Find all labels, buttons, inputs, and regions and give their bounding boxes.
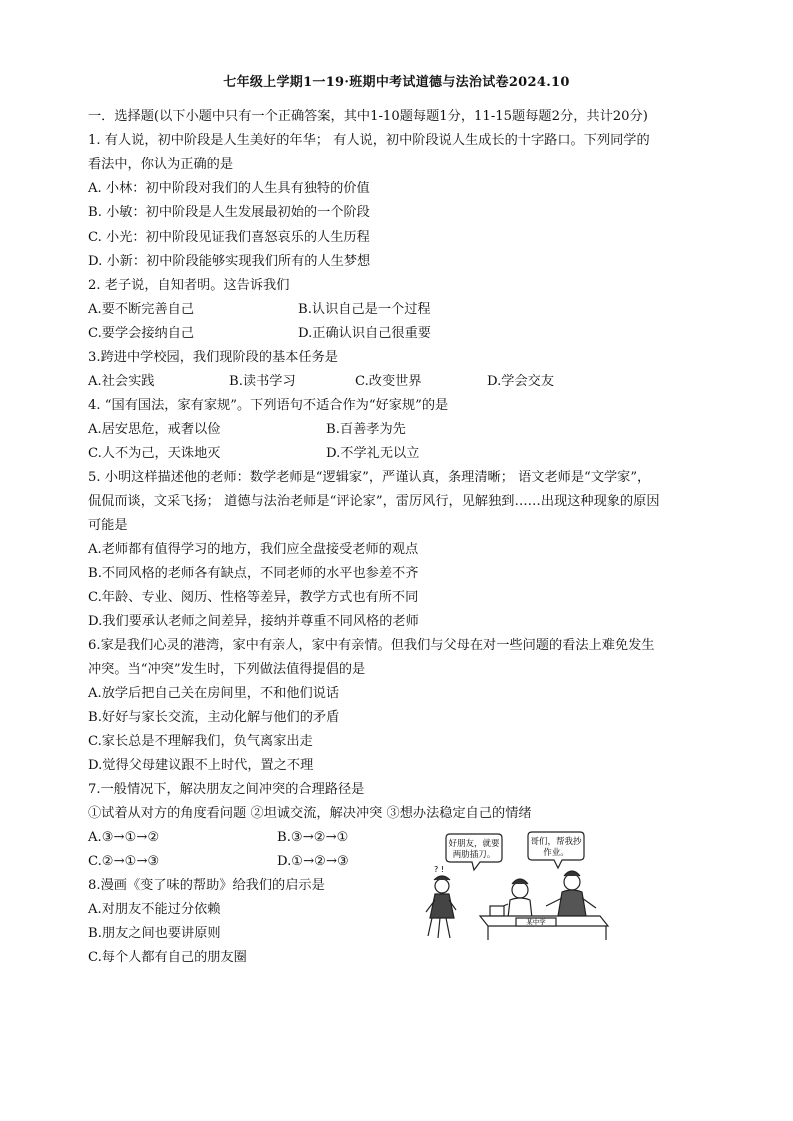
question-3-option-c: C.改变世界	[355, 374, 422, 389]
question-3-stem: 3.跨进中学校园，我们现阶段的基本任务是	[88, 350, 338, 365]
question-2-option-c: C.要学会接纳自己	[88, 326, 195, 341]
question-5-stem-end: 可能是	[88, 518, 128, 533]
question-3-option-a: A.社会实践	[88, 374, 155, 389]
question-6-stem: 6.家是我们心灵的港湾，家中有亲人，家中有亲情。但我们与父母在对一些问题的看法上难免发生	[88, 638, 655, 653]
cartoon-illustration	[420, 828, 620, 942]
cartoon-right-bubble-line2: 作业。	[543, 848, 569, 858]
question-5-option-a: A.老师都有值得学习的地方，我们应全盘接受老师的观点	[88, 542, 419, 557]
question-3-option-d: D.学会交友	[487, 374, 555, 389]
question-6-stem-cont: 冲突。当“冲突”发生时，下列做法值得提倡的是	[88, 662, 366, 677]
cartoon-left-bubble-line2: 两肋插刀。	[452, 850, 496, 860]
question-2-option-b: B.认识自己是一个过程	[298, 302, 431, 317]
question-1-stem: 1. 有人说，初中阶段是人生美好的年华； 有人说，初中阶段说人生成长的十字路口。下列同学的	[88, 133, 650, 148]
question-1-stem-cont: 看法中，你认为正确的是	[88, 157, 234, 172]
question-7-option-d: D.①→②→③	[277, 854, 349, 869]
question-8-option-c: C.每个人都有自己的朋友圈	[88, 950, 247, 965]
page-title: 七年级上学期1一19·班期中考试道德与法治试卷2024.10	[223, 75, 570, 90]
question-8-option-b: B.朋友之间也要讲原则	[88, 926, 221, 941]
question-1-option-b: B. 小敏：初中阶段是人生发展最初始的一个阶段	[88, 205, 370, 220]
question-4-option-a: A.居安思危，戒奢以俭	[88, 422, 221, 437]
question-7-choices: ①试着从对方的角度看问题 ②坦诚交流，解决冲突 ③想办法稳定自己的情绪	[88, 806, 532, 821]
question-1-option-a: A. 小林：初中阶段对我们的人生具有独特的价值	[88, 181, 370, 196]
question-2-option-a: A.要不断完善自己	[88, 302, 195, 317]
question-1-option-c: C. 小光：初中阶段见证我们喜怒哀乐的人生历程	[88, 230, 370, 245]
question-6-option-a: A.放学后把自己关在房间里，不和他们说话	[88, 686, 340, 701]
question-5-option-d: D.我们要承认老师之间差异，接纳并尊重不同风格的老师	[88, 614, 419, 629]
question-5-option-b: B.不同风格的老师各有缺点，不同老师的水平也参差不齐	[88, 566, 419, 581]
question-6-option-c: C.家长总是不理解我们，负气离家出走	[88, 734, 313, 749]
question-1-option-d: D. 小新：初中阶段能够实现我们所有的人生梦想	[88, 254, 371, 269]
question-2-stem: 2. 老子说，自知者明。这告诉我们	[88, 278, 290, 293]
question-2-option-d: D.正确认识自己很重要	[298, 326, 431, 341]
question-5-stem: 5. 小明这样描述他的老师：数学老师是“逻辑家”，严谨认真，条理清晰； 语文老师是“文学家”，	[88, 470, 651, 485]
cartoon-right-bubble-line1: 哥们，帮我抄	[530, 837, 582, 847]
question-7-option-c: C.②→①→③	[88, 854, 160, 869]
question-8-stem: 8.漫画《变了味的帮助》给我们的启示是	[88, 878, 325, 893]
question-4-stem: 4. “国有国法，家有家规”。下列语句不适合作为“好家规”的是	[88, 398, 449, 413]
cartoon-left-bubble-line1: 好朋友，就要	[448, 839, 500, 849]
question-7-option-a: A.③→①→②	[88, 830, 160, 845]
question-7-stem: 7.一般情况下，解决朋友之间冲突的合理路径是	[88, 782, 365, 797]
cartoon-desk-label: 某中学	[526, 918, 546, 926]
question-5-option-c: C.年龄、专业、阅历、性格等差异，教学方式也有所不同	[88, 590, 419, 605]
question-8-option-a: A.对朋友不能过分依赖	[88, 902, 221, 917]
question-4-option-b: B.百善孝为先	[326, 422, 406, 437]
cartoon-question-marks: ? !	[434, 865, 444, 874]
question-3-option-b: B.读书学习	[229, 374, 296, 389]
question-4-option-d: D.不学礼无以立	[326, 446, 420, 461]
question-5-stem-cont: 侃侃而谈，文采飞扬； 道德与法治老师是“评论家”，雷厉风行，见解独到……出现这种现象的原因	[88, 494, 660, 509]
question-6-option-b: B.好好与家长交流，主动化解与他们的矛盾	[88, 710, 340, 725]
question-6-option-d: D.觉得父母建议跟不上时代，置之不理	[88, 758, 314, 773]
question-4-option-c: C.人不为己，天诛地灭	[88, 446, 221, 461]
question-7-option-b: B.③→②→①	[277, 830, 349, 845]
section-heading: 一．选择题(以下小题中只有一个正确答案，其中1-10题每题1分，11-15题每题2分，共计20分)	[88, 109, 648, 124]
